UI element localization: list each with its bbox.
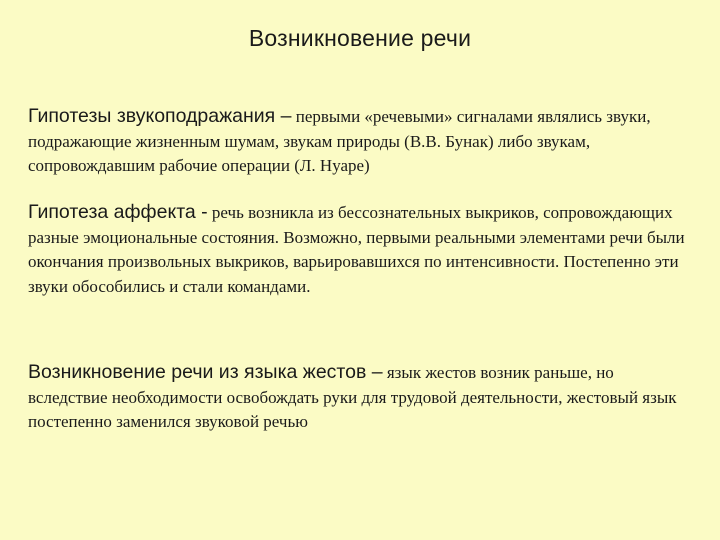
paragraph-heading: Гипотеза аффекта - — [28, 201, 208, 223]
paragraph-affect-hypothesis — [28, 200, 688, 299]
paragraph-text: первыми «речевыми» сигналами являлись звуки, подражающие жизненным шумам, звукам природы (В.В. Бунак) либо звукам, сопровождавшим рабочие операции (Л. Нуаре) — [28, 107, 651, 175]
slide-title: Возникновение речи — [248, 25, 472, 51]
paragraph-text: язык жестов возник раньше, но вследствие необходимости освобождать руки для трудовой деятельности, жестовый язык постепенно заменился звуковой речью — [28, 363, 677, 431]
paragraph-text: речь возникла из бессознательных выкриков, сопровождающих разные эмоциональные состояния. Возможно, первыми реальными элементами речи были окончания произвольных выкриков, варьировавшихся по интенсивности. Постепенно эти звуки обособились и стали командами. — [28, 203, 685, 296]
paragraph-heading: Возникновение речи из языка жестов – — [28, 361, 383, 383]
paragraph-heading: Гипотезы звукоподражания – — [28, 105, 292, 127]
paragraph-gesture-origin — [28, 360, 688, 435]
paragraph-onomatopoeia-hypothesis — [28, 104, 688, 179]
